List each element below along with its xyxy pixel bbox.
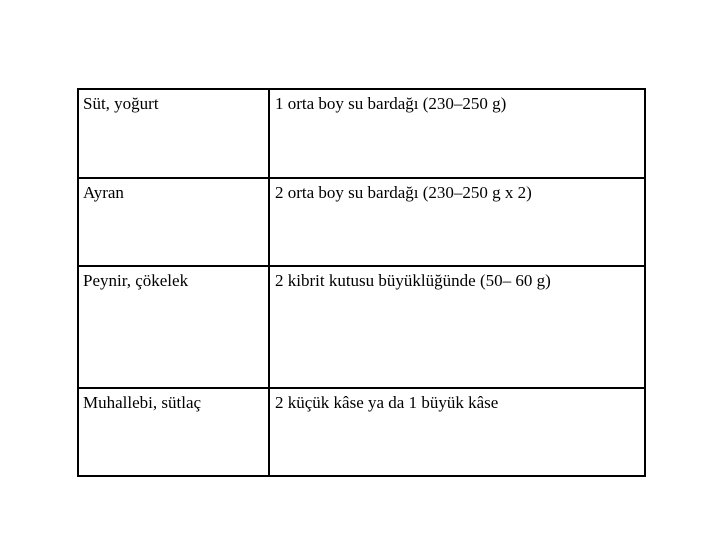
table-row	[78, 89, 645, 178]
amount-cell: 2 kibrit kutusu büyüklüğünde (50– 60 g)	[269, 266, 645, 388]
table-row	[78, 266, 645, 388]
portion-table-body	[78, 89, 645, 476]
food-cell: Süt, yoğurt	[78, 89, 269, 178]
table-row	[78, 178, 645, 266]
amount-cell: 2 orta boy su bardağı (230–250 g x 2)	[269, 178, 645, 266]
portion-table	[77, 88, 646, 477]
table-row	[78, 388, 645, 476]
food-cell: Peynir, çökelek	[78, 266, 269, 388]
amount-cell: 1 orta boy su bardağı (230–250 g)	[269, 89, 645, 178]
food-cell: Ayran	[78, 178, 269, 266]
amount-cell: 2 küçük kâse ya da 1 büyük kâse	[269, 388, 645, 476]
food-cell: Muhallebi, sütlaç	[78, 388, 269, 476]
